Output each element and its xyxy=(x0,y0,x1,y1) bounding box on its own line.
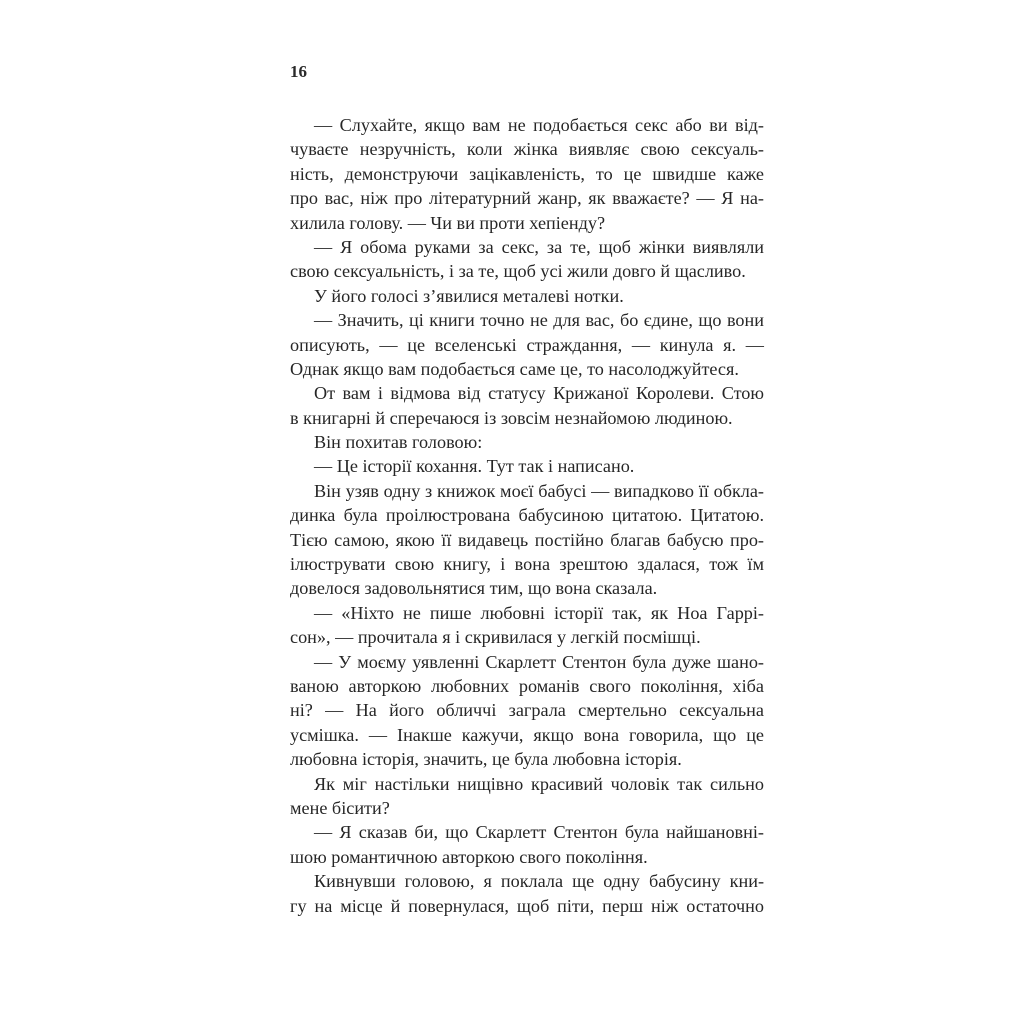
text-line: ність, демонструючи зацікавленість, то це швидше каже xyxy=(290,163,764,184)
text-line: любовна історія, значить, це була любовна історія. xyxy=(290,749,682,770)
text-line: в книгарні й сперечаюся із зовсім незнайомою людиною. xyxy=(290,407,733,428)
text-line: шою романтичною авторкою свого покоління. xyxy=(290,846,648,867)
text-line: — Значить, ці книги точно не для вас, бо єдине, що вони xyxy=(314,310,764,331)
text-line: ваною авторкою любовних романів свого покоління, хіба xyxy=(290,675,764,696)
text-line: — Я сказав би, що Скарлетт Стентон була найшановні- xyxy=(314,822,764,843)
text-line: Тією самою, якою її видавець постійно благав бабусю про- xyxy=(290,529,764,550)
text-line: свою сексуальність, і за те, щоб усі жили довго й щасливо. xyxy=(290,261,746,282)
text-line: динка була проілюстрована бабусиною цитатою. Цитатою. xyxy=(290,505,764,526)
text-line: Кивнувши головою, я поклала ще одну бабусину кни- xyxy=(314,871,764,892)
text-line: От вам і відмова від статусу Крижаної Королеви. Стою xyxy=(314,383,764,404)
text-line: про вас, ніж про літературний жанр, як вважаєте? — Я на- xyxy=(290,188,764,209)
text-line: чуваєте незручність, коли жінка виявляє свою сексуаль- xyxy=(290,139,764,160)
text-line: ілюструвати свою книгу, і вона зрештою здалася, тож їм xyxy=(290,554,764,575)
text-line: сон», — прочитала я і скривилася у легкій посмішці. xyxy=(290,627,701,648)
page-number: 16 xyxy=(290,62,307,81)
text-line: Як міг настільки нищівно красивий чоловік так сильно xyxy=(314,773,764,794)
text-line: Однак якщо вам подобається саме це, то насолоджуйтеся. xyxy=(290,358,739,379)
text-line: — Я обома руками за секс, за те, щоб жінки виявляли xyxy=(314,236,764,257)
text-line: гу на місце й повернулася, щоб піти, перш ніж остаточно xyxy=(290,895,764,916)
text-line: ні? — На його обличчі заграла смертельно сексуальна xyxy=(290,700,764,721)
text-line: У його голосі з’явилися металеві нотки. xyxy=(314,285,624,306)
text-line: усмішка. — Інакше кажучи, якщо вона говорила, що це xyxy=(290,724,764,745)
text-line: довелося задовольнятися тим, що вона сказала. xyxy=(290,578,658,599)
text-line: Він узяв одну з книжок моєї бабусі — випадково її обкла- xyxy=(314,480,764,501)
text-line: — Це історії кохання. Тут так і написано. xyxy=(314,456,635,477)
text-line: — Слухайте, якщо вам не подобається секс або ви від- xyxy=(314,115,764,135)
body-text xyxy=(290,113,764,918)
text-line: хилила голову. — Чи ви проти хепіенду? xyxy=(290,212,606,233)
text-line: — «Ніхто не пише любовні історії так, як Ноа Гаррі- xyxy=(314,602,764,623)
text-line: Він похитав головою: xyxy=(314,432,483,453)
text-line: — У моєму уявленні Скарлетт Стентон була дуже шано- xyxy=(314,651,764,672)
text-line: мене бісити? xyxy=(290,797,390,818)
text-line: описують, — це вселенські страждання, — кинула я. — xyxy=(290,334,764,355)
